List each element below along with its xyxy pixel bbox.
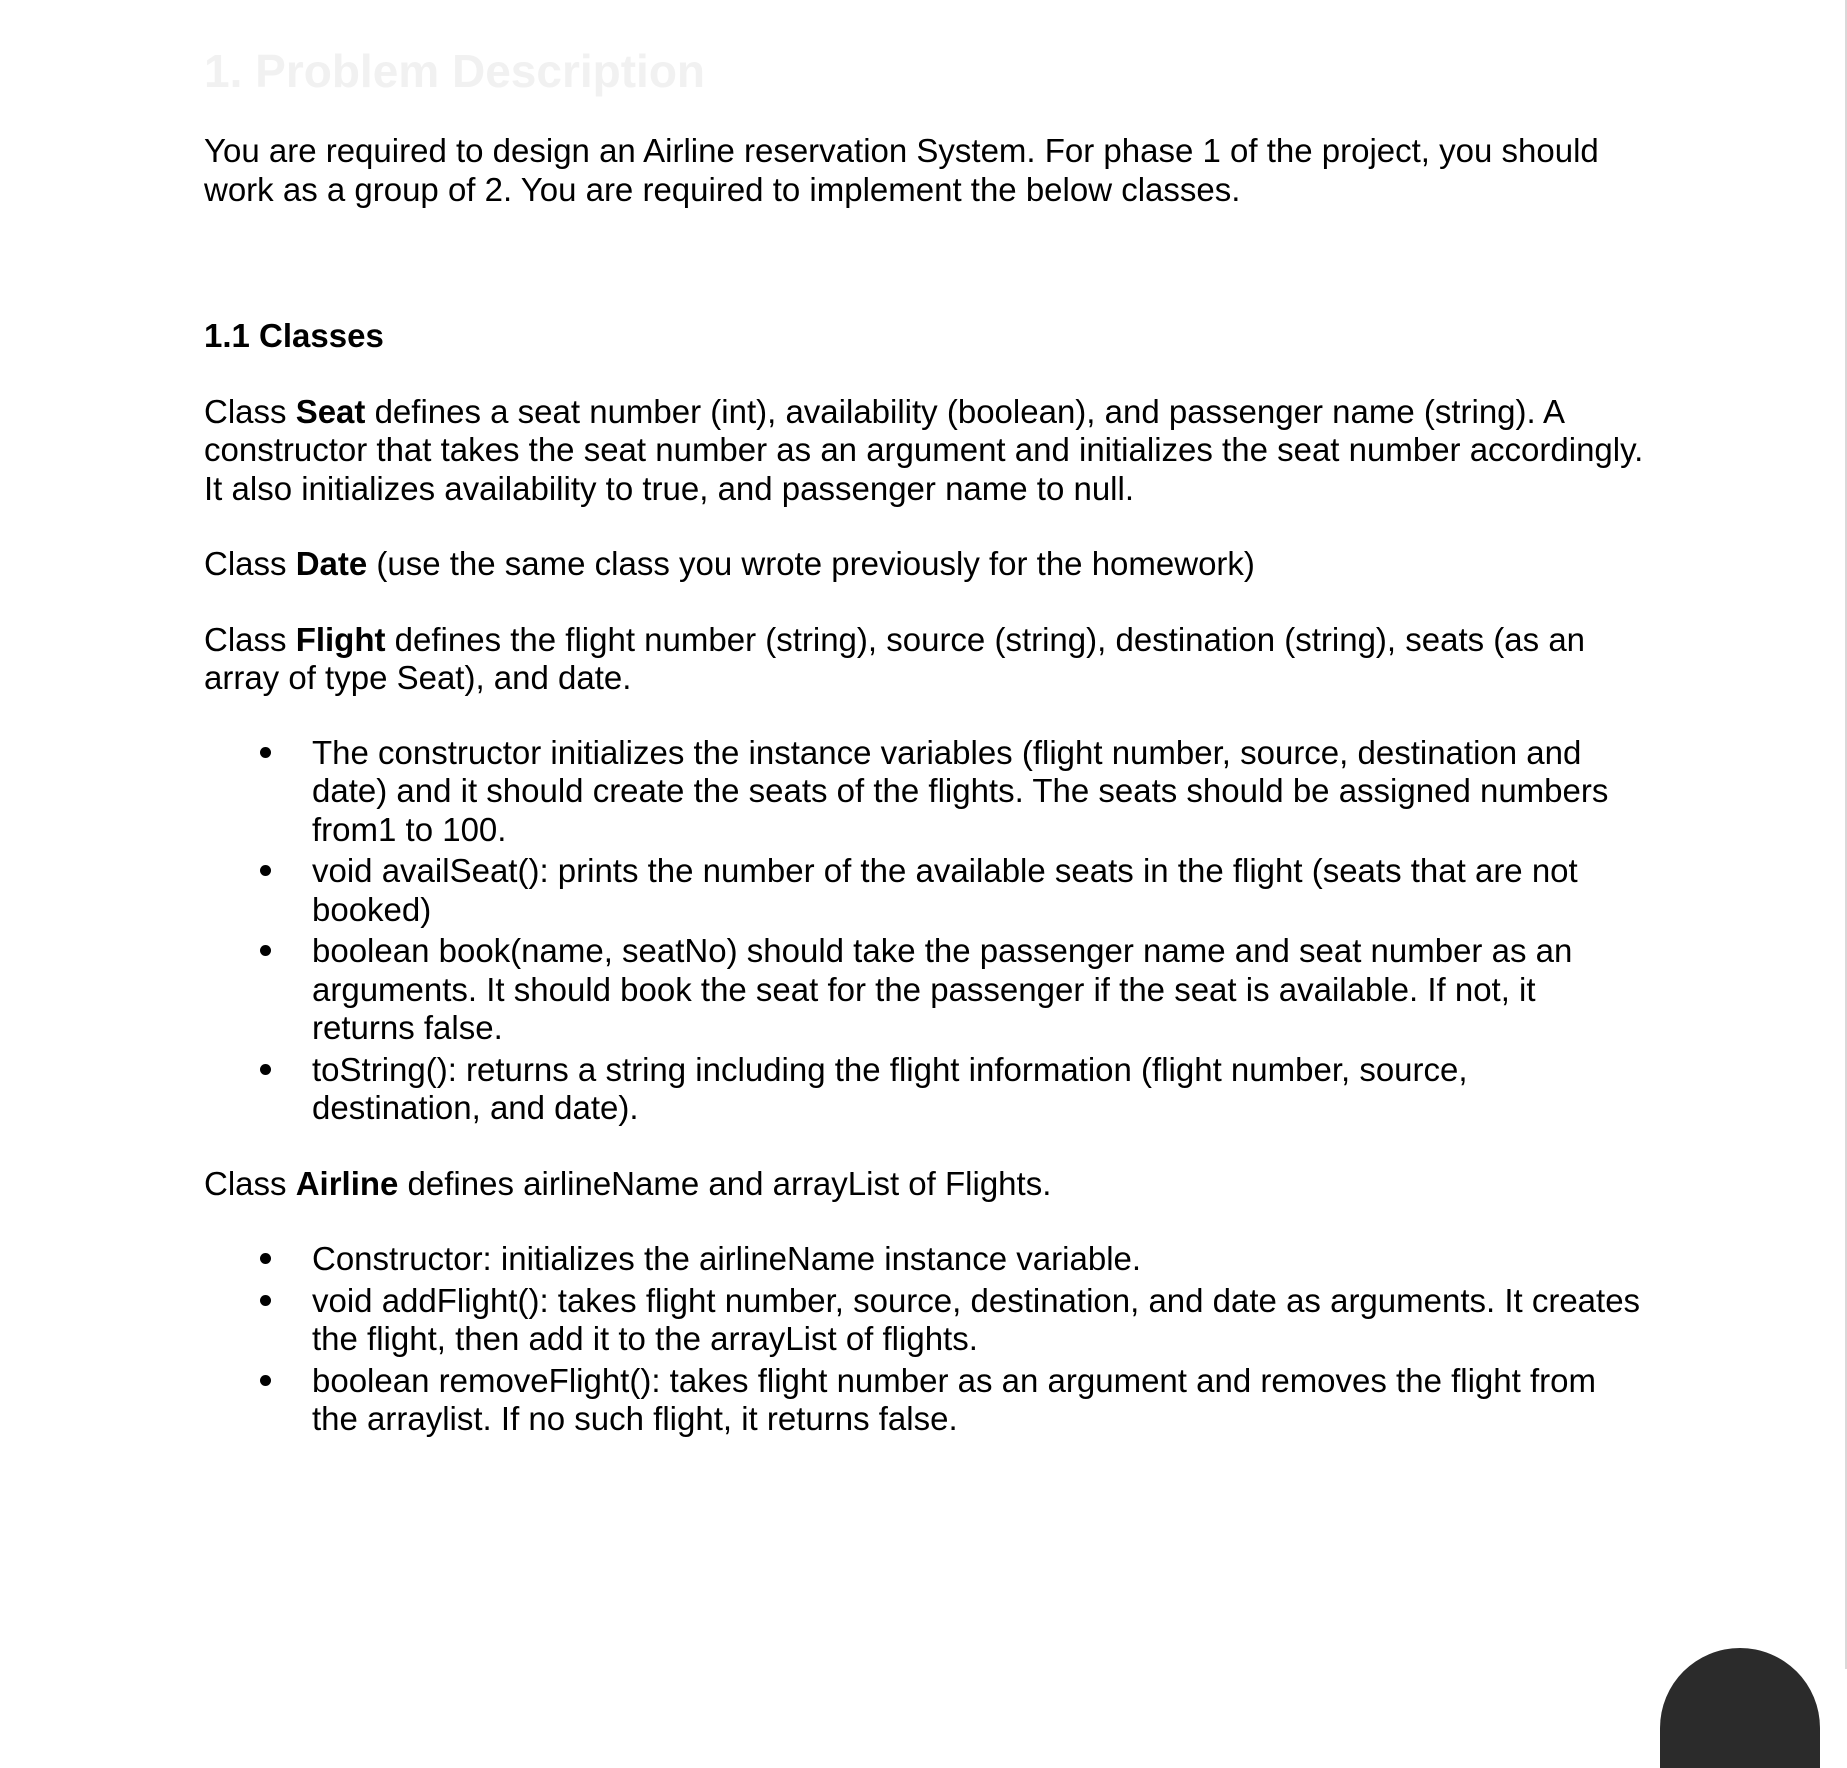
airline-class-description: defines airlineName and arrayList of Flights. [398, 1164, 1052, 1202]
bullet-icon [260, 1375, 271, 1386]
list-item [204, 734, 1644, 850]
list-item [204, 1282, 1644, 1359]
list-item-text: toString(): returns a string including the flight information (flight number, source, destination, and date). [312, 1050, 1468, 1126]
list-item-text: boolean removeFlight(): takes flight number as an argument and removes the flight from the arraylist. If no such flight, it returns false. [312, 1361, 1596, 1437]
list-item [204, 852, 1644, 929]
bullet-icon [260, 865, 271, 876]
seat-class-prefix: Class [204, 392, 296, 430]
faded-section-heading: 1. Problem Description [204, 45, 706, 97]
section-title: 1.1 Classes [204, 317, 384, 354]
bullet-icon [260, 747, 271, 758]
document-content [204, 132, 1644, 1442]
seat-class-paragraph [204, 393, 1644, 509]
flight-class-paragraph [204, 621, 1644, 698]
seat-class-name: Seat [295, 392, 366, 430]
airline-class-prefix: Class [204, 1164, 296, 1202]
airline-class-paragraph [204, 1165, 1644, 1204]
seat-class-description: defines a seat number (int), availability (boolean), and passenger name (string). A constructor that takes the seat number as an argument and initializes the seat number accordingly. It also initializes availability to true, and passenger name to null. [204, 392, 1644, 507]
list-item [204, 1240, 1644, 1279]
bullet-icon [260, 1295, 271, 1306]
flight-class-prefix: Class [204, 620, 296, 658]
list-item-text: Constructor: initializes the airlineName instance variable. [312, 1240, 1142, 1277]
flight-class-description: defines the flight number (string), source (string), destination (string), seats (as an array of type Seat), and date. [204, 620, 1586, 696]
list-item-text: void availSeat(): prints the number of the available seats in the flight (seats that are not booked) [312, 852, 1578, 928]
list-item-text: boolean book(name, seatNo) should take the passenger name and seat number as an arguments. It should book the seat for the passenger if the seat is available. If not, it returns false. [312, 932, 1573, 1046]
date-class-name: Date [295, 545, 368, 582]
flight-methods-list [204, 734, 1644, 1128]
airline-methods-list [204, 1240, 1644, 1439]
list-item-text: void addFlight(): takes flight number, source, destination, and date as arguments. It creates the flight, then add it to the arrayList of flights. [312, 1281, 1641, 1357]
flight-class-name: Flight [295, 620, 386, 658]
list-item [204, 1051, 1644, 1128]
list-item [204, 1362, 1644, 1439]
date-class-paragraph [204, 545, 1644, 584]
bullet-icon [260, 1064, 271, 1075]
list-item [204, 932, 1644, 1048]
airline-class-name: Airline [295, 1164, 399, 1202]
bullet-icon [260, 1253, 271, 1264]
list-item-text: The constructor initializes the instance variables (flight number, source, destination and date) and it should create the seats of the flights. The seats should be assigned numbers from1 to 100. [312, 733, 1609, 848]
intro-paragraph: You are required to design an Airline reservation System. For phase 1 of the project, you should work as a group of 2. You are required to implement the below classes. [204, 132, 1599, 208]
date-class-description: (use the same class you wrote previously for the homework) [367, 545, 1255, 582]
date-class-prefix: Class [204, 545, 296, 582]
floating-action-button[interactable] [1660, 1648, 1820, 1768]
bullet-icon [260, 945, 271, 956]
